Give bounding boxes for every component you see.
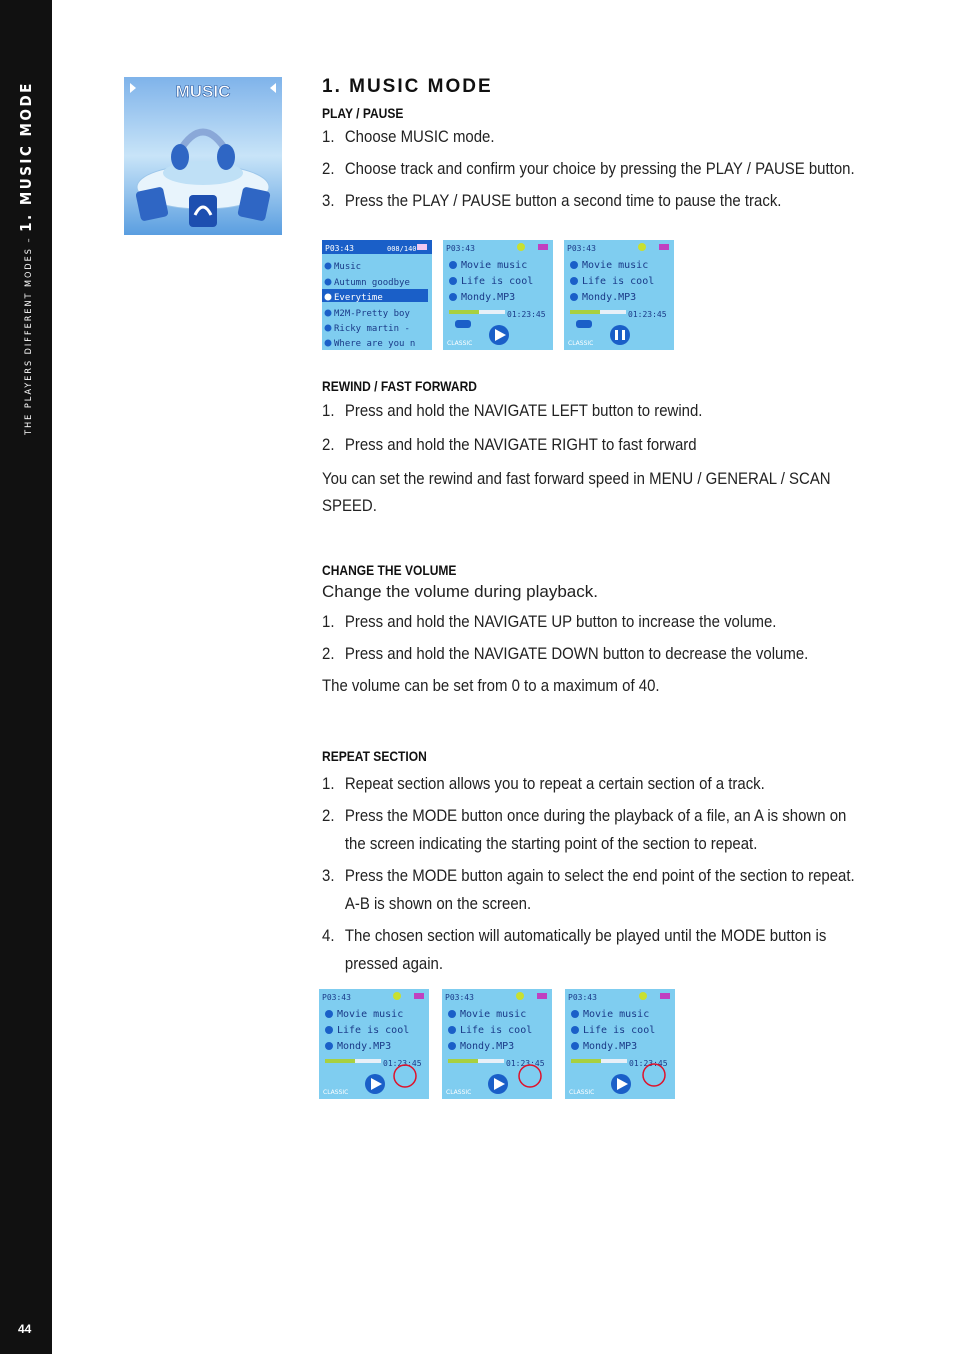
album-text: Movie music bbox=[461, 260, 528, 271]
elapsed-time: 01:23:45 bbox=[383, 1059, 422, 1068]
title-text: Life is cool bbox=[337, 1025, 410, 1036]
list-item: Ricky martin - bbox=[334, 324, 410, 334]
section-title bbox=[17, 81, 35, 435]
repeat-section bbox=[322, 748, 882, 978]
volume-steps bbox=[322, 608, 885, 668]
list-item: 1. Press and hold the NAVIGATE LEFT button to rewind. bbox=[322, 401, 703, 420]
page-number: 44 bbox=[18, 1322, 32, 1336]
battery-icon bbox=[659, 244, 669, 250]
section-small: THE PLAYERS DIFFERENT MODES – bbox=[24, 231, 34, 435]
eq-label: CLASSIC bbox=[323, 1089, 349, 1096]
list-item: 2. Press the MODE button once during the playback of a file, an A is shown on the screen indicating the starting point of the section to repeat. bbox=[322, 806, 847, 853]
elapsed-time: 01:23:45 bbox=[629, 1059, 668, 1068]
clock-icon bbox=[517, 243, 525, 251]
section-big: 1. MUSIC MODE bbox=[17, 81, 35, 232]
repeat-screen-ab bbox=[442, 989, 552, 1099]
time-readout: P03:43 bbox=[322, 993, 351, 1002]
time-readout: P03:43 bbox=[568, 993, 597, 1002]
title-text: Life is cool bbox=[582, 276, 655, 287]
title-text: Life is cool bbox=[460, 1025, 533, 1036]
list-item: 3. Press the MODE button again to select the end point of the section to repeat. A-B is shown on the screen. bbox=[322, 866, 855, 913]
eq-label: CLASSIC bbox=[446, 1089, 472, 1096]
volume-heading: CHANGE THE VOLUME bbox=[322, 562, 457, 578]
play-pause-heading: PLAY / PAUSE bbox=[322, 105, 404, 121]
list-item: M2M-Pretty boy bbox=[334, 309, 410, 319]
eq-label: CLASSIC bbox=[447, 340, 473, 347]
list-item: 1. Press and hold the NAVIGATE UP button to increase the volume. bbox=[322, 612, 777, 631]
file-text: Mondy.MP3 bbox=[583, 1041, 638, 1052]
clock-icon bbox=[639, 992, 647, 1000]
album-text: Movie music bbox=[460, 1009, 527, 1020]
elapsed-time: 01:23:45 bbox=[506, 1059, 545, 1068]
list-item: Where are you n bbox=[334, 339, 416, 349]
file-text: Mondy.MP3 bbox=[461, 292, 516, 303]
list-item: Music bbox=[334, 262, 362, 272]
battery-icon bbox=[537, 993, 547, 999]
battery-icon bbox=[660, 993, 670, 999]
music-menu-screen bbox=[124, 77, 282, 235]
elapsed-time: 01:23:45 bbox=[628, 310, 667, 319]
battery-icon bbox=[538, 244, 548, 250]
page-title: 1. MUSIC MODE bbox=[322, 76, 493, 97]
sidebar bbox=[0, 0, 52, 1354]
list-item: Everytime bbox=[334, 293, 383, 303]
time-readout: P03:43 bbox=[567, 244, 596, 253]
rewind-section bbox=[322, 378, 882, 519]
volume-section bbox=[322, 562, 882, 700]
music-label: MUSIC bbox=[175, 82, 231, 101]
volume-note: The volume can be set from 0 to a maximum of 40. bbox=[322, 676, 660, 695]
rewind-steps bbox=[322, 397, 885, 459]
battery-icon bbox=[417, 244, 427, 250]
album-text: Movie music bbox=[583, 1009, 650, 1020]
rewind-heading: REWIND / FAST FORWARD bbox=[322, 378, 477, 394]
paused-screen bbox=[564, 240, 674, 350]
elapsed-time: 01:23:45 bbox=[507, 310, 546, 319]
file-text: Mondy.MP3 bbox=[582, 292, 637, 303]
play-pause-steps bbox=[322, 123, 885, 215]
clock-icon bbox=[516, 992, 524, 1000]
repeat-screen-off bbox=[565, 989, 675, 1099]
eq-label: CLASSIC bbox=[569, 1089, 595, 1096]
track-count: 008/140 bbox=[387, 245, 417, 253]
eq-label: CLASSIC bbox=[568, 340, 594, 347]
volume-intro: Change the volume during playback. bbox=[322, 582, 598, 601]
list-item: 2. Press and hold the NAVIGATE DOWN button to decrease the volume. bbox=[322, 644, 809, 663]
list-item: 2. Choose track and confirm your choice by pressing the PLAY / PAUSE button. bbox=[322, 159, 855, 178]
battery-icon bbox=[414, 993, 424, 999]
album-text: Movie music bbox=[582, 260, 649, 271]
rewind-note: You can set the rewind and fast forward speed in MENU / GENERAL / SCAN SPEED. bbox=[322, 469, 831, 515]
clock-icon bbox=[638, 243, 646, 251]
repeat-heading: REPEAT SECTION bbox=[322, 748, 427, 764]
playing-screen bbox=[443, 240, 553, 350]
list-item: 3. Press the PLAY / PAUSE button a second time to pause the track. bbox=[322, 191, 782, 210]
list-item: 4. The chosen section will automatically be played until the MODE button is pressed again. bbox=[322, 926, 827, 973]
pause-icon bbox=[610, 325, 630, 345]
time-readout: P03:43 bbox=[446, 244, 475, 253]
title-text: Life is cool bbox=[583, 1025, 656, 1036]
repeat-screens bbox=[319, 989, 675, 1099]
title-text: Life is cool bbox=[461, 276, 534, 287]
track-list-screen bbox=[322, 240, 432, 350]
play-pause-screens bbox=[322, 240, 674, 350]
time-readout: P03:43 bbox=[325, 244, 354, 253]
list-item: Autumn goodbye bbox=[334, 278, 410, 288]
main-content bbox=[322, 76, 882, 215]
repeat-steps bbox=[322, 770, 868, 978]
time-readout: P03:43 bbox=[445, 993, 474, 1002]
list-item: 1. Choose MUSIC mode. bbox=[322, 127, 495, 146]
list-item: 1. Repeat section allows you to repeat a certain section of a track. bbox=[322, 774, 765, 793]
list-item: 2. Press and hold the NAVIGATE RIGHT to fast forward bbox=[322, 435, 697, 454]
album-text: Movie music bbox=[337, 1009, 404, 1020]
clock-icon bbox=[393, 992, 401, 1000]
file-text: Mondy.MP3 bbox=[460, 1041, 515, 1052]
file-text: Mondy.MP3 bbox=[337, 1041, 392, 1052]
repeat-screen-a bbox=[319, 989, 429, 1099]
